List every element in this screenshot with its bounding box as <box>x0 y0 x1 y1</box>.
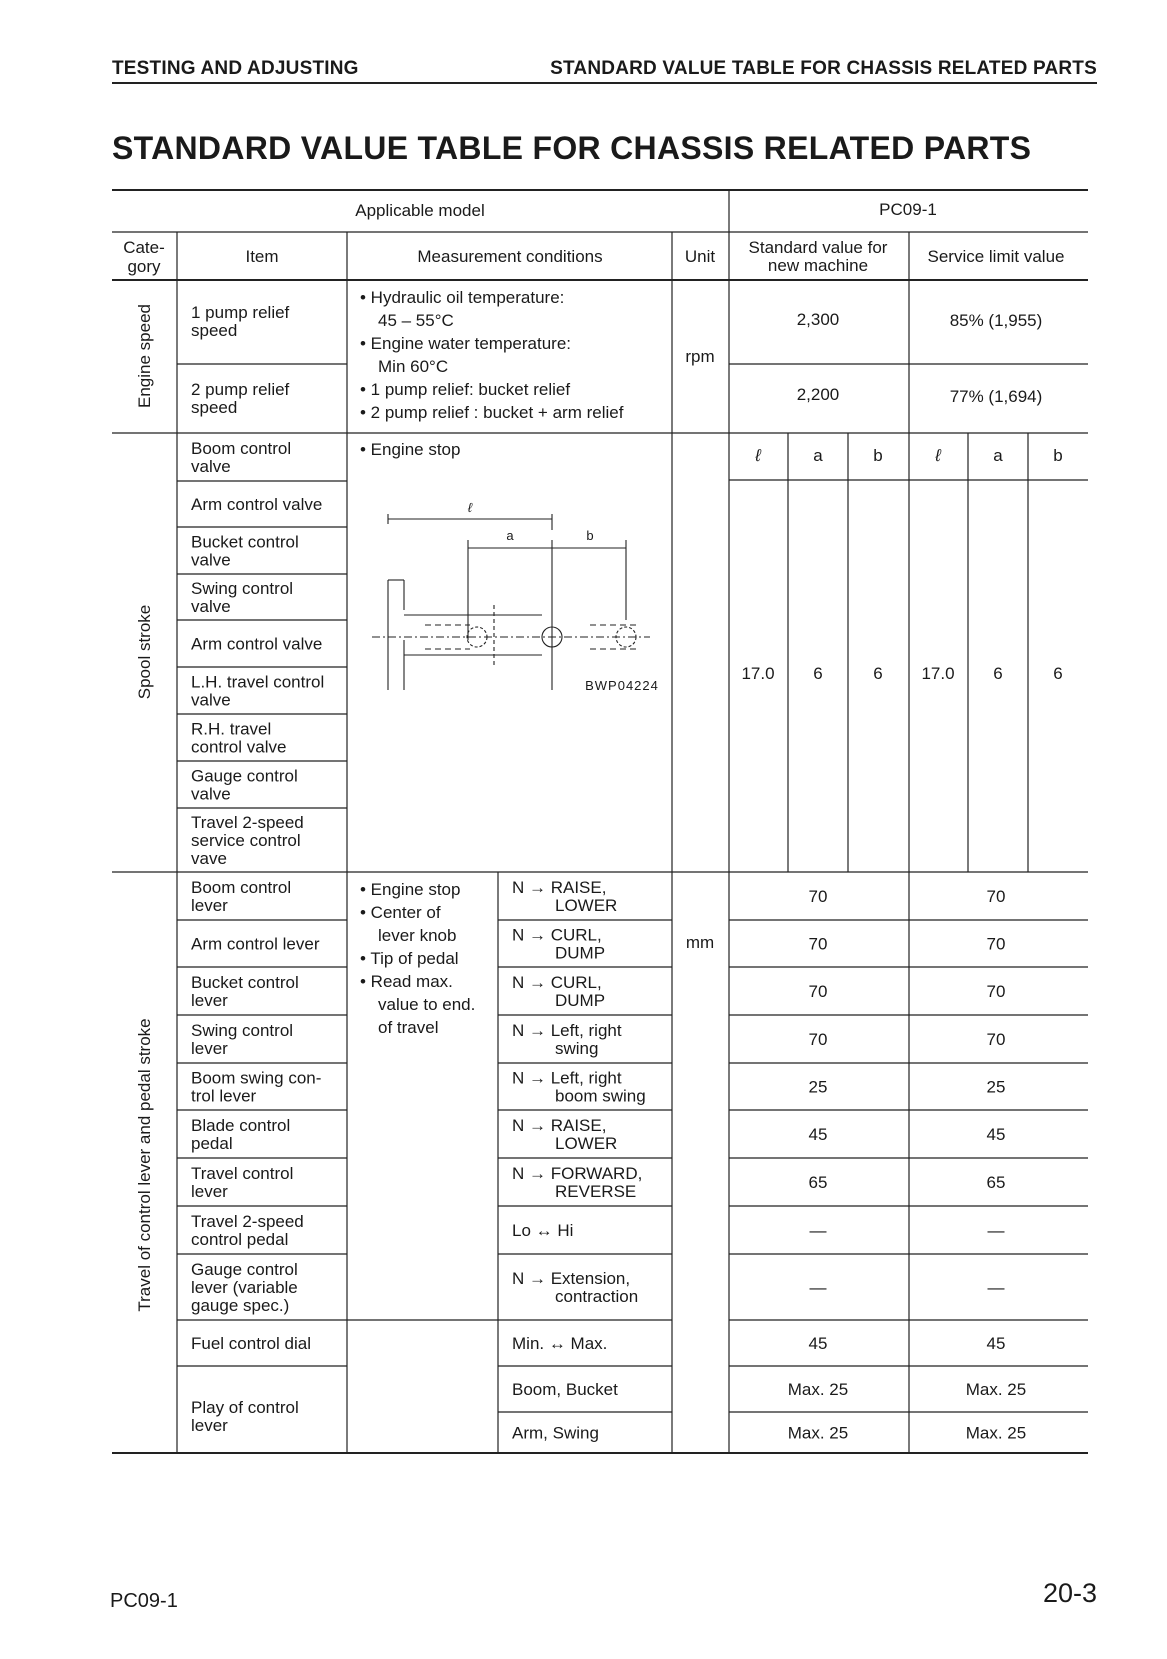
spool-subheader: a <box>993 446 1003 465</box>
travel-direction: Min. ↔ Max. <box>512 1334 608 1353</box>
travel-item: Blade control <box>191 1116 291 1135</box>
col-header-service: Service limit value <box>927 247 1065 266</box>
spool-value: 17.0 <box>741 664 775 683</box>
spool-item: valve <box>191 690 231 710</box>
travel-service: 45 <box>986 1125 1006 1144</box>
travel-condition-line: lever knob <box>378 926 457 945</box>
travel-service: 65 <box>986 1173 1006 1192</box>
engine-condition-line: • 1 pump relief: bucket relief <box>360 380 571 399</box>
engine-item-1: 1 pump relief <box>191 303 290 322</box>
travel-direction: boom swing <box>555 1086 646 1106</box>
travel-direction: DUMP <box>555 991 606 1010</box>
travel-standard: — <box>809 1221 827 1240</box>
spool-item: Arm control valve <box>191 495 323 514</box>
spool-item: control valve <box>191 737 287 757</box>
travel-direction: swing <box>555 1039 599 1058</box>
engine-item-2: 2 pump relief <box>191 380 290 399</box>
travel-item: lever <box>191 1039 228 1058</box>
travel-condition-line: • Center of <box>360 903 441 922</box>
spool-condition: • Engine stop <box>360 440 461 459</box>
travel-condition-line: of travel <box>378 1018 439 1037</box>
travel-item: gauge spec.) <box>191 1296 290 1315</box>
applicable-model-value: PC09-1 <box>879 200 937 219</box>
travel-service: 25 <box>986 1077 1006 1097</box>
spool-value: 6 <box>993 664 1003 683</box>
spool-item: Gauge control <box>191 766 298 786</box>
engine-service-2: 77% (1,694) <box>949 387 1043 406</box>
page-title: STANDARD VALUE TABLE FOR CHASSIS RELATED PARTS <box>112 130 1032 166</box>
spool-subheader: b <box>873 446 883 465</box>
travel-service: — <box>987 1278 1005 1297</box>
header-section-label: TESTING AND ADJUSTING <box>112 58 359 79</box>
spool-item: service control <box>191 831 301 850</box>
travel-condition-line: • Tip of pedal <box>360 949 459 968</box>
spool-item: Arm control valve <box>191 634 323 654</box>
travel-direction: REVERSE <box>555 1182 637 1201</box>
table-cells <box>123 200 1064 1443</box>
col-header-unit: Unit <box>684 247 716 266</box>
col-header-standard: new machine <box>767 256 869 275</box>
spool-item: Swing control <box>191 579 294 598</box>
play-standard: Max. 25 <box>787 1380 849 1399</box>
travel-condition-line: • Engine stop <box>360 880 461 899</box>
travel-standard: 25 <box>808 1077 828 1097</box>
travel-direction: N → RAISE, <box>512 878 607 897</box>
diagram-label-a: a <box>506 528 514 543</box>
travel-service: 45 <box>986 1334 1006 1353</box>
travel-service: 70 <box>986 982 1006 1001</box>
applicable-model-label: Applicable model <box>355 201 485 220</box>
travel-direction: N → Left, right <box>512 1021 622 1040</box>
travel-service: 70 <box>986 1030 1006 1049</box>
spool-item: valve <box>191 784 231 804</box>
category-travel: Travel of control lever and pedal stroke <box>135 1018 154 1312</box>
play-item: Play of control <box>191 1398 299 1417</box>
travel-condition-line: value to end. <box>378 995 476 1014</box>
spool-subheader: ℓ <box>935 446 941 465</box>
travel-direction: N → CURL, <box>512 925 602 945</box>
travel-standard: 45 <box>808 1125 828 1144</box>
col-header-standard: Standard value for <box>748 238 888 257</box>
spool-item: Bucket control <box>191 532 299 552</box>
col-header-category: gory <box>127 257 161 276</box>
travel-direction: N → FORWARD, <box>512 1164 643 1183</box>
travel-item: Boom control <box>191 878 292 897</box>
spool-value: 17.0 <box>921 664 955 683</box>
engine-item-2: speed <box>191 398 238 417</box>
travel-service: 70 <box>986 887 1006 906</box>
travel-condition-line: • Read max. <box>360 972 453 991</box>
spool-subheader: b <box>1053 446 1063 465</box>
travel-direction: N → CURL, <box>512 973 602 992</box>
travel-item: lever <box>191 991 228 1010</box>
travel-standard: 70 <box>808 887 828 906</box>
footer-model: PC09-1 <box>110 1590 178 1612</box>
engine-condition-line: • Engine water temperature: <box>360 334 572 353</box>
travel-direction: DUMP <box>555 943 606 963</box>
travel-item: lever (variable <box>191 1278 298 1297</box>
category-engine-speed: Engine speed <box>135 304 154 408</box>
spool-item: valve <box>191 457 231 476</box>
spool-item: L.H. travel control <box>191 672 325 692</box>
category-spool-stroke: Spool stroke <box>135 604 154 700</box>
travel-item: Boom swing con- <box>191 1068 322 1088</box>
travel-item: Fuel control dial <box>191 1334 312 1353</box>
spool-item: valve <box>191 597 231 616</box>
travel-unit: mm <box>685 933 715 952</box>
engine-condition-line: • 2 pump relief : bucket + arm relief <box>360 403 624 422</box>
engine-service-1: 85% (1,955) <box>949 311 1043 330</box>
travel-direction: N → Extension, <box>512 1269 631 1288</box>
travel-direction: N → RAISE, <box>512 1116 607 1135</box>
engine-condition-line: Min 60°C <box>378 357 449 376</box>
engine-condition-line: 45 – 55°C <box>378 311 454 330</box>
travel-item: lever <box>191 896 228 915</box>
play-direction: Boom, Bucket <box>512 1380 618 1399</box>
spool-subheader: ℓ <box>755 446 761 465</box>
travel-item: Swing control <box>191 1021 294 1040</box>
travel-item: trol lever <box>191 1086 257 1106</box>
travel-direction: contraction <box>555 1287 639 1306</box>
spool-value: 6 <box>873 664 883 683</box>
play-service: Max. 25 <box>965 1380 1027 1399</box>
col-header-conditions: Measurement conditions <box>417 247 603 266</box>
travel-item: Travel 2-speed <box>191 1212 304 1231</box>
travel-item: lever <box>191 1182 228 1201</box>
travel-standard: 70 <box>808 934 828 954</box>
spool-stroke-diagram <box>372 500 659 693</box>
travel-item: control pedal <box>191 1230 289 1249</box>
play-service: Max. 25 <box>965 1423 1027 1443</box>
travel-item: Travel control <box>191 1164 294 1183</box>
spool-item: vave <box>191 849 227 868</box>
travel-standard: — <box>809 1278 827 1297</box>
travel-standard: 65 <box>808 1173 828 1192</box>
col-header-item: Item <box>245 247 279 266</box>
travel-direction: LOWER <box>555 1134 618 1153</box>
travel-item: Arm control lever <box>191 934 320 954</box>
col-header-category: Cate- <box>123 238 165 257</box>
spool-item: valve <box>191 550 231 570</box>
diagram-label-l: ℓ <box>467 500 473 515</box>
spool-item: Travel 2-speed <box>191 813 304 832</box>
spool-value: 6 <box>1053 664 1063 683</box>
spool-item: R.H. travel <box>191 719 272 739</box>
travel-direction: LOWER <box>555 896 618 915</box>
spool-item: Boom control <box>191 439 292 458</box>
travel-item: Bucket control <box>191 973 299 992</box>
spool-subheader: a <box>813 446 823 465</box>
travel-standard: 70 <box>808 982 828 1001</box>
page-number: 20-3 <box>1042 1578 1097 1608</box>
travel-item: Gauge control <box>191 1260 298 1279</box>
engine-standard-1: 2,300 <box>796 310 840 329</box>
play-direction: Arm, Swing <box>512 1423 599 1443</box>
travel-direction: N → Left, right <box>512 1068 622 1088</box>
spool-value: 6 <box>813 664 823 683</box>
engine-condition-line: • Hydraulic oil temperature: <box>360 288 565 307</box>
travel-standard: 70 <box>808 1030 828 1049</box>
travel-direction: Lo ↔ Hi <box>512 1221 574 1240</box>
engine-item-1: speed <box>191 321 238 340</box>
travel-service: 70 <box>986 934 1006 954</box>
header-page-title: STANDARD VALUE TABLE FOR CHASSIS RELATED PARTS <box>550 58 1097 79</box>
travel-standard: 45 <box>808 1334 828 1353</box>
travel-service: — <box>987 1221 1005 1240</box>
diagram-code: BWP04224 <box>585 678 659 693</box>
engine-standard-2: 2,200 <box>796 385 840 404</box>
play-item: lever <box>191 1416 228 1435</box>
engine-unit: rpm <box>685 347 715 366</box>
travel-item: pedal <box>191 1134 233 1153</box>
play-standard: Max. 25 <box>787 1423 849 1443</box>
diagram-label-b: b <box>586 528 594 543</box>
